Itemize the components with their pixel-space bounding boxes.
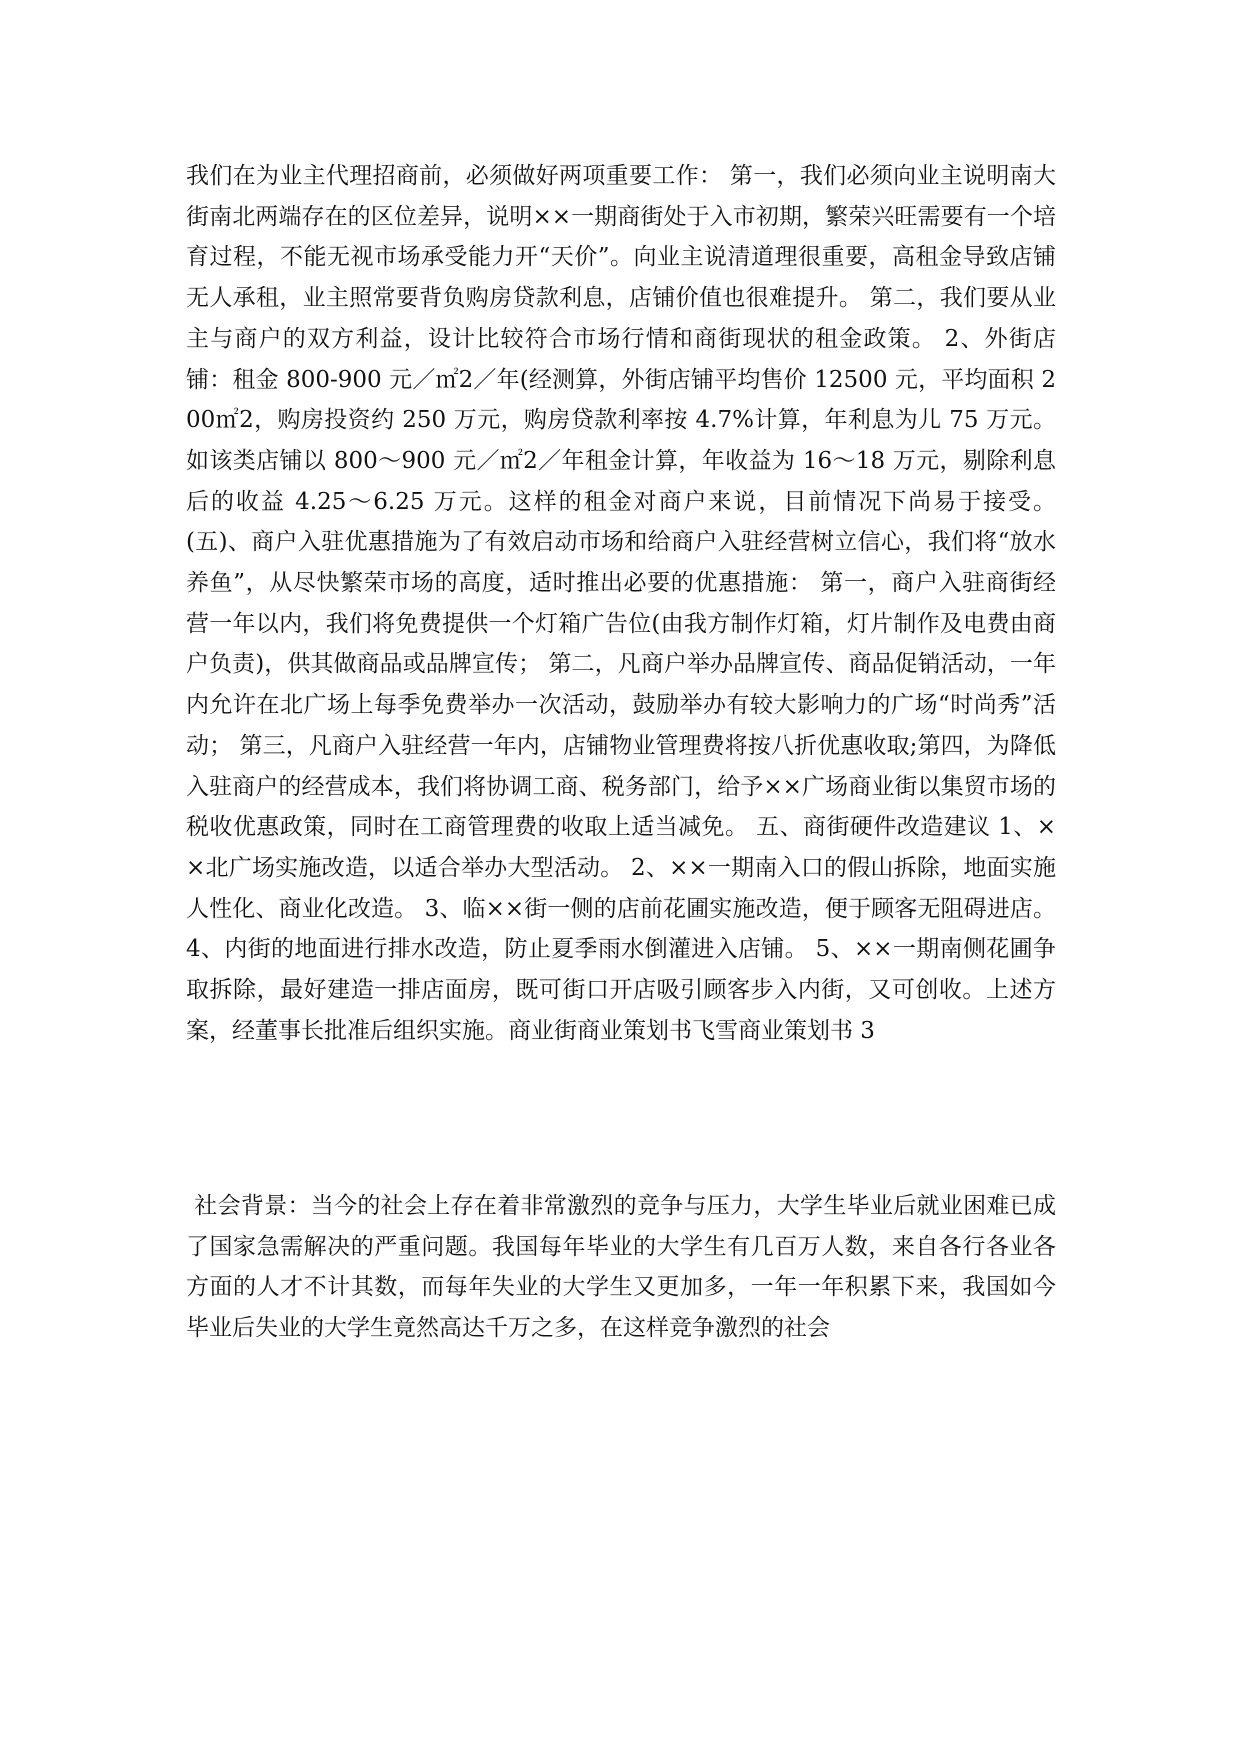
body-paragraph: 我们在为业主代理招商前，必须做好两项重要工作： 第一，我们必须向业主说明南大街南北两端存在的区位差异，说明××一期商街处于入市初期，繁荣兴旺需要有一个培育过程，不能无视市场承受能力开“天价”。向业主说清道理很重要，高租金导致店铺无人承租，业主照常要背负购房贷款利息，店铺价值也很难提升。 第二，我们要从业主与商户的双方利益，设计比较符合市场行情和商街现状的租金政策。 2、外街店铺：租金 800-900 元／㎡2／年(经测算，外街店铺平均售价 12500 元，平均面积 200㎡2，购房投资约 250 万元，购房贷款利率按 4.7%计算，年利息为儿 75 万元。如该类店铺以 800～900 元／㎡2／年租金计算，年收益为 16～18 万元，剔除利息后的收益 4.25～6.25 万元。这样的租金对商户来说，目前情况下尚易于接受。 (五)、商户入驻优惠措施为了有效启动市场和给商户入驻经营树立信心，我们将“放水养鱼”，从尽快繁荣市场的高度，适时推出必要的优惠措施： 第一，商户入驻商街经营一年以内，我们将免费提供一个灯箱广告位(由我方制作灯箱，灯片制作及电费由商户负责)，供其做商品或品牌宣传； 第二，凡商户举办品牌宣传、商品促销活动，一年内允许在北广场上每季免费举办一次活动，鼓励举办有较大影响力的广场“时尚秀”活动； 第三，凡商户入驻经营一年内，店铺物业管理费将按八折优惠收取;第四，为降低入驻商户的经营成本，我们将协调工商、税务部门，给予××广场商业街以集贸市场的税收优惠政策，同时在工商管理费的收取上适当减免。 五、商街硬件改造建议 1、××北广场实施改造，以适合举办大型活动。 2、××一期南入口的假山拆除，地面实施人性化、商业化改造。 3、临××街一侧的店前花圃实施改造，便于顾客无阻碍进店。 4、内街的地面进行排水改造，防止夏季雨水倒灌进入店铺。 5、××一期南侧花圃争取拆除，最好建造一排店面房，既可街口开店吸引顾客步入内街，又可创收。上述方案，经董事长批准后组织实施。商业街商业策划书飞雪商业策划书 3 (186, 163, 1056, 1044)
body-paragraph (186, 1186, 1056, 1349)
body-paragraph-text: 社会背景：当今的社会上存在着非常激烈的竞争与压力，大学生毕业后就业困难已成了国家急需解决的严重问题。我国每年毕业的大学生有几百万人数，来自各行各业各方面的人才不计其数，而每年失业的大学生又更加多，一年一年积累下来，我国如今毕业后失业的大学生竟然高达千万之多，在这样竞争激烈的社会 (186, 1193, 1056, 1342)
